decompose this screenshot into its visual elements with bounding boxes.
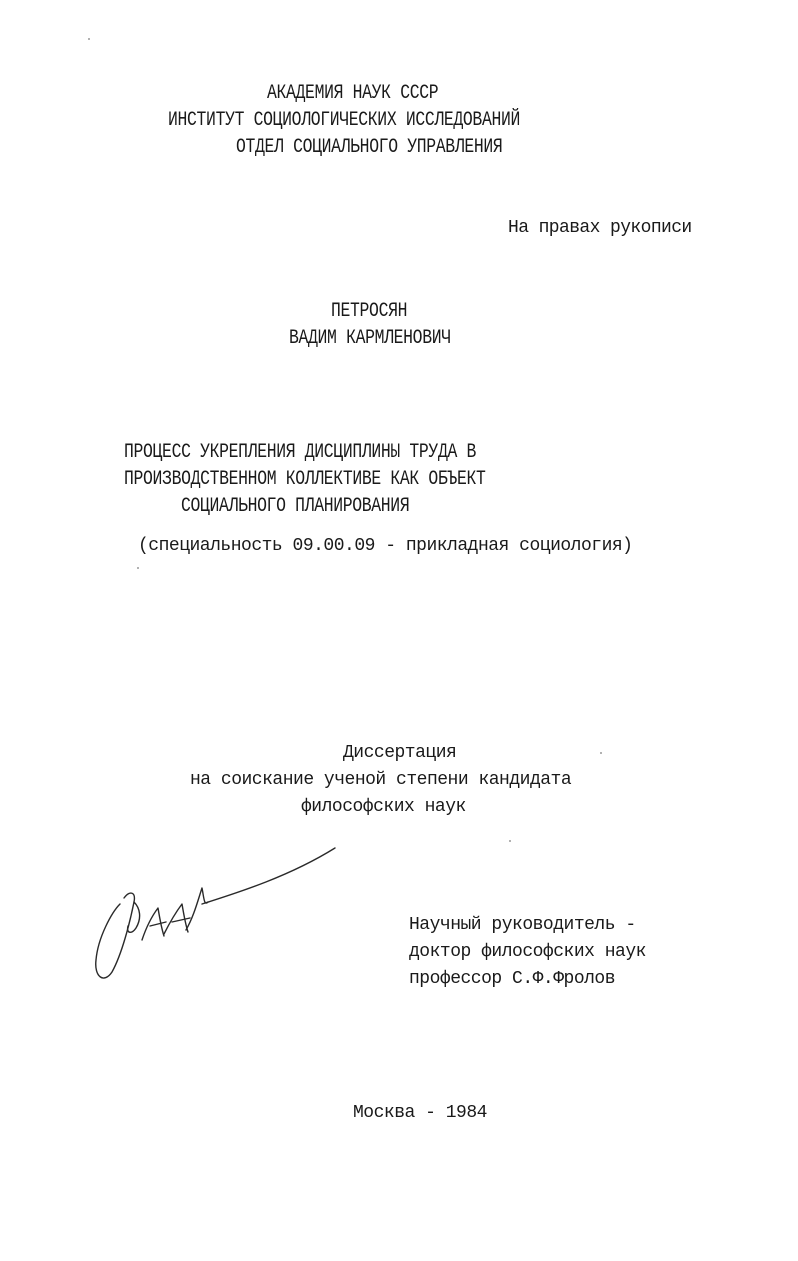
dissertation-label: Диссертация bbox=[343, 743, 457, 763]
academy-name: АКАДЕМИЯ НАУК СССР bbox=[267, 82, 439, 105]
handwritten-signature bbox=[90, 842, 350, 992]
manuscript-note: На правах рукописи bbox=[508, 218, 692, 238]
title-line-3: СОЦИАЛЬНОГО ПЛАНИРОВАНИЯ bbox=[181, 495, 410, 518]
supervisor-degree: доктор философских наук bbox=[409, 942, 646, 962]
title-line-2: ПРОИЗВОДСТВЕННОМ КОЛЛЕКТИВЕ КАК ОБЪЕКТ bbox=[124, 468, 486, 491]
author-given-names: ВАДИМ КАРМЛЕНОВИЧ bbox=[289, 327, 451, 350]
title-line-1: ПРОЦЕСС УКРЕПЛЕНИЯ ДИСЦИПЛИНЫ ТРУДА В bbox=[124, 441, 477, 464]
scan-speck bbox=[509, 840, 511, 842]
specialty-line: (специальность 09.00.09 - прикладная социология) bbox=[138, 536, 633, 556]
scan-speck bbox=[88, 38, 90, 40]
author-surname: ПЕТРОСЯН bbox=[331, 300, 408, 323]
scan-speck bbox=[600, 752, 602, 754]
supervisor-name: профессор С.Ф.Фролов bbox=[409, 969, 616, 989]
department-name: ОТДЕЛ СОЦИАЛЬНОГО УПРАВЛЕНИЯ bbox=[236, 136, 503, 159]
supervisor-title: Научный руководитель - bbox=[409, 915, 636, 935]
dissertation-field: философских наук bbox=[301, 797, 466, 817]
dissertation-degree: на соискание ученой степени кандидата bbox=[190, 770, 572, 790]
institute-name: ИНСТИТУТ СОЦИОЛОГИЧЕСКИХ ИССЛЕДОВАНИЙ bbox=[168, 109, 521, 132]
scan-speck bbox=[137, 567, 139, 569]
city-year: Москва - 1984 bbox=[353, 1103, 487, 1123]
